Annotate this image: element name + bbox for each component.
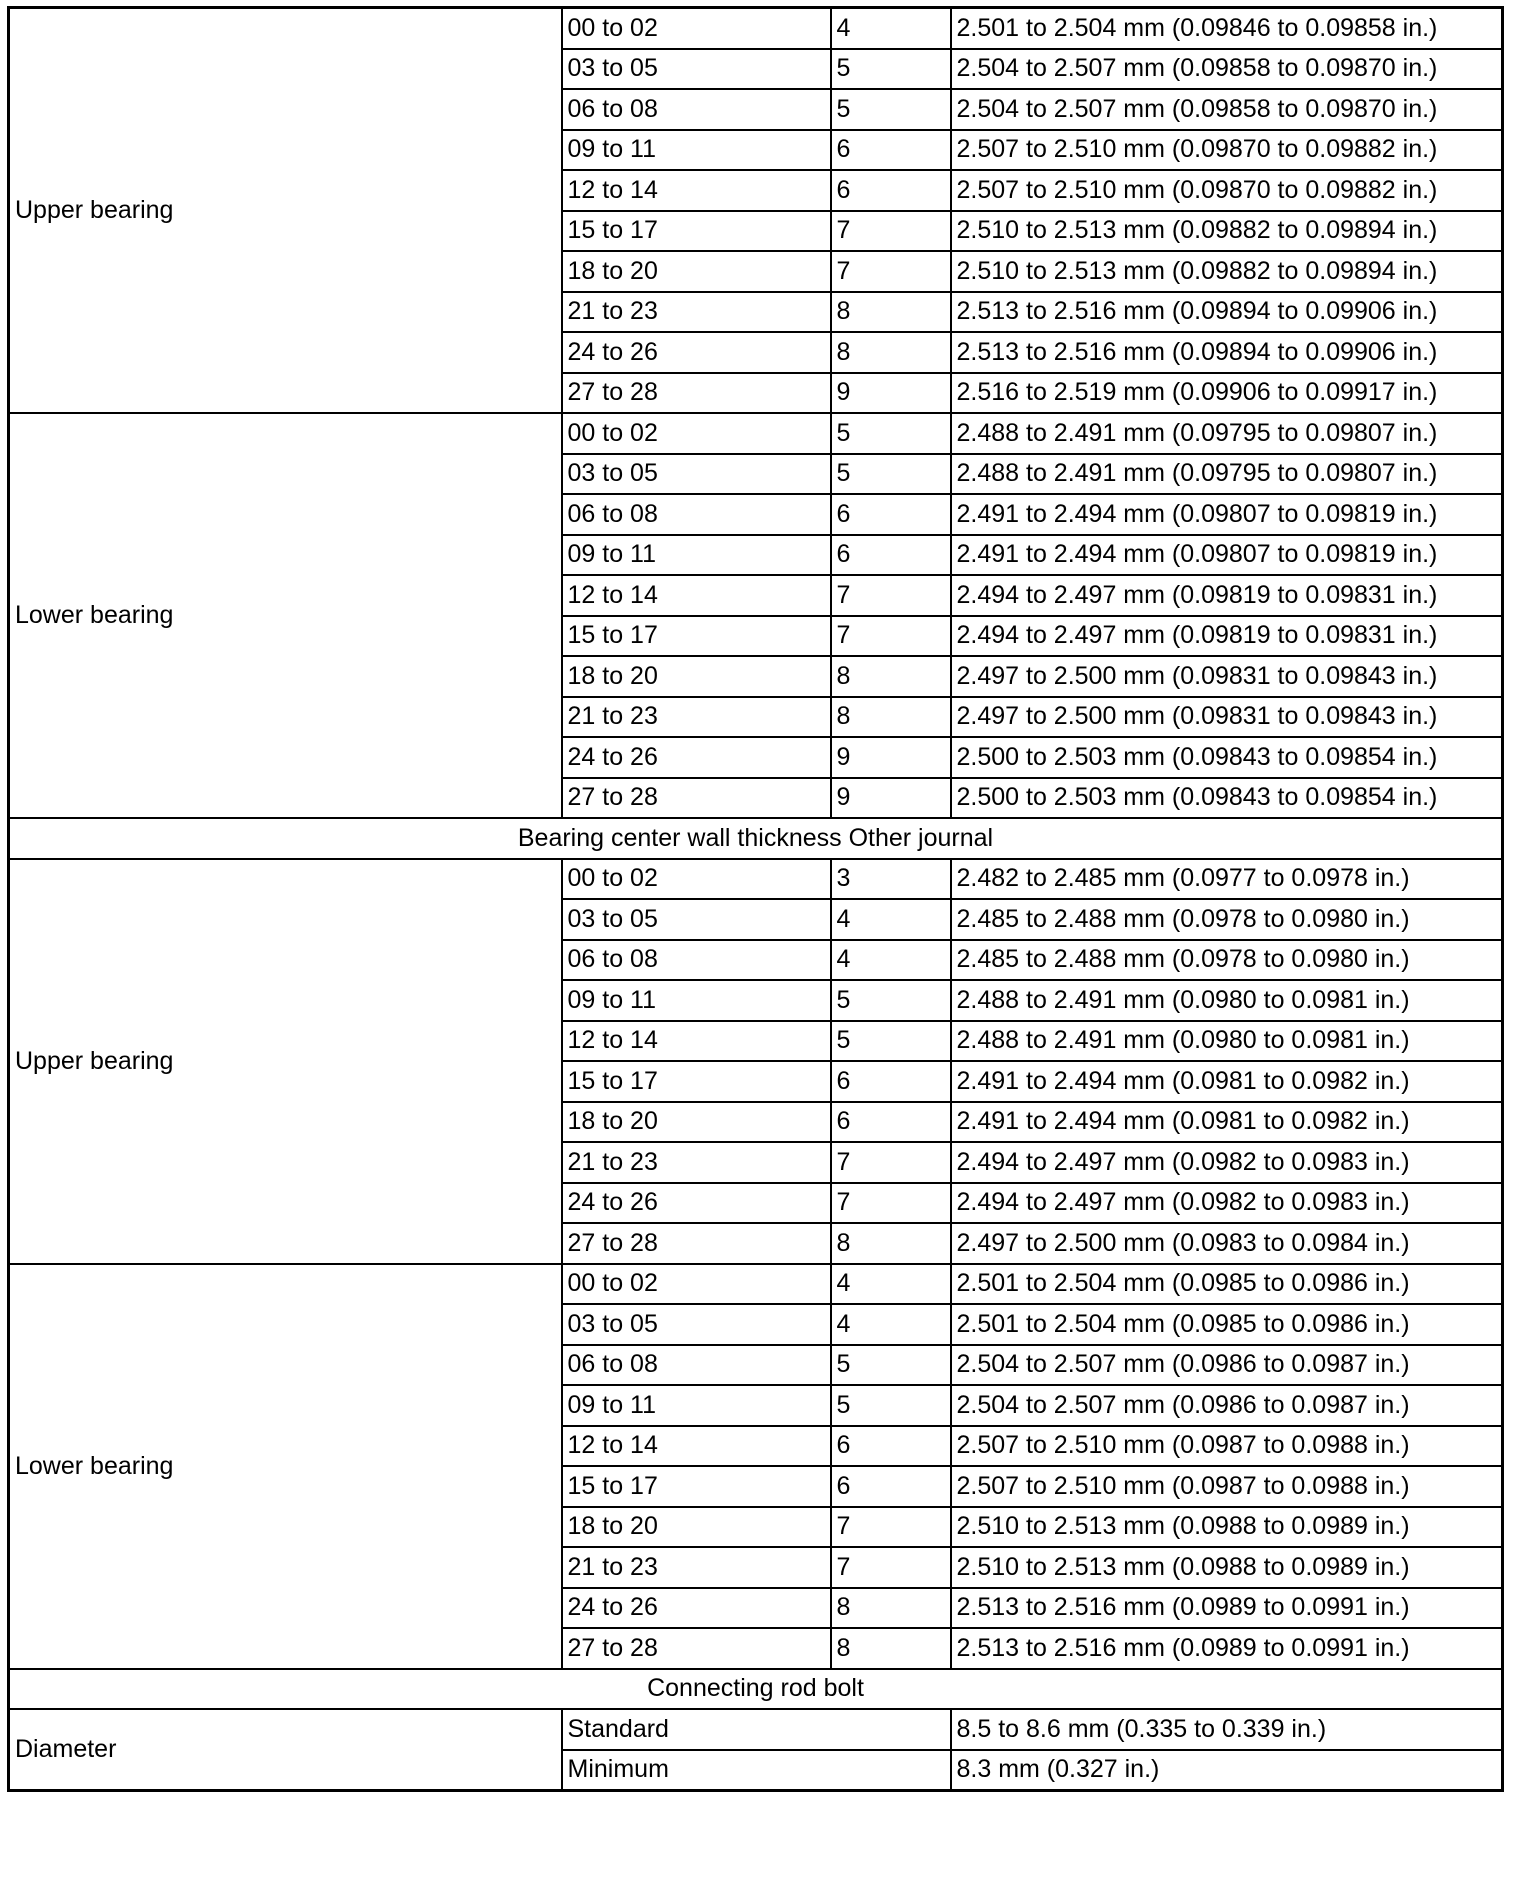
wall-thickness: 2.488 to 2.491 mm (0.0980 to 0.0981 in.) (951, 1021, 1503, 1062)
bearing-grade: 8 (831, 332, 951, 373)
bolt-spec-name: Standard (562, 1709, 951, 1750)
wall-thickness: 2.510 to 2.513 mm (0.0988 to 0.0989 in.) (951, 1507, 1503, 1548)
journal-code-range: 21 to 23 (562, 1547, 831, 1588)
wall-thickness: 2.510 to 2.513 mm (0.09882 to 0.09894 in.) (951, 211, 1503, 252)
journal-code-range: 09 to 11 (562, 130, 831, 171)
wall-thickness: 2.507 to 2.510 mm (0.0987 to 0.0988 in.) (951, 1426, 1503, 1467)
bearing-grade: 7 (831, 575, 951, 616)
bearing-grade: 8 (831, 292, 951, 333)
wall-thickness: 2.501 to 2.504 mm (0.0985 to 0.0986 in.) (951, 1304, 1503, 1345)
journal-code-range: 00 to 02 (562, 8, 831, 49)
bearing-group-label: Upper bearing (9, 859, 562, 1264)
journal-code-range: 15 to 17 (562, 1466, 831, 1507)
wall-thickness: 2.504 to 2.507 mm (0.09858 to 0.09870 in.) (951, 89, 1503, 130)
bolt-spec-name: Minimum (562, 1750, 951, 1791)
journal-code-range: 21 to 23 (562, 697, 831, 738)
bearing-grade: 4 (831, 1264, 951, 1305)
table-row (9, 8, 1503, 49)
wall-thickness: 2.501 to 2.504 mm (0.0985 to 0.0986 in.) (951, 1264, 1503, 1305)
wall-thickness: 2.500 to 2.503 mm (0.09843 to 0.09854 in.) (951, 737, 1503, 778)
table-row (9, 859, 1503, 900)
bearing-grade: 4 (831, 1304, 951, 1345)
bearing-grade: 6 (831, 535, 951, 576)
journal-code-range: 15 to 17 (562, 1061, 831, 1102)
table-row (9, 413, 1503, 454)
bearing-grade: 5 (831, 413, 951, 454)
bolt-spec-value: 8.5 to 8.6 mm (0.335 to 0.339 in.) (951, 1709, 1503, 1750)
bearing-grade: 8 (831, 1628, 951, 1669)
wall-thickness: 2.504 to 2.507 mm (0.09858 to 0.09870 in.) (951, 49, 1503, 90)
wall-thickness: 2.513 to 2.516 mm (0.09894 to 0.09906 in.) (951, 332, 1503, 373)
bearing-grade: 4 (831, 899, 951, 940)
journal-code-range: 27 to 28 (562, 373, 831, 414)
journal-code-range: 09 to 11 (562, 980, 831, 1021)
bearing-group-label: Lower bearing (9, 413, 562, 818)
wall-thickness: 2.482 to 2.485 mm (0.0977 to 0.0978 in.) (951, 859, 1503, 900)
journal-code-range: 18 to 20 (562, 251, 831, 292)
wall-thickness: 2.488 to 2.491 mm (0.09795 to 0.09807 in.) (951, 454, 1503, 495)
bearing-grade: 6 (831, 1426, 951, 1467)
journal-code-range: 27 to 28 (562, 1628, 831, 1669)
wall-thickness: 2.513 to 2.516 mm (0.0989 to 0.0991 in.) (951, 1628, 1503, 1669)
bearing-grade: 9 (831, 778, 951, 819)
journal-code-range: 09 to 11 (562, 1385, 831, 1426)
bearing-grade: 5 (831, 454, 951, 495)
journal-code-range: 24 to 26 (562, 332, 831, 373)
wall-thickness: 2.491 to 2.494 mm (0.0981 to 0.0982 in.) (951, 1102, 1503, 1143)
table-row (9, 1264, 1503, 1305)
journal-code-range: 06 to 08 (562, 89, 831, 130)
section-header: Bearing center wall thickness Other journal (9, 818, 1503, 859)
journal-code-range: 27 to 28 (562, 778, 831, 819)
bearing-grade: 5 (831, 49, 951, 90)
bearing-grade: 7 (831, 1507, 951, 1548)
bearing-grade: 5 (831, 1385, 951, 1426)
journal-code-range: 15 to 17 (562, 616, 831, 657)
wall-thickness: 2.494 to 2.497 mm (0.0982 to 0.0983 in.) (951, 1183, 1503, 1224)
bearing-grade: 3 (831, 859, 951, 900)
bearing-grade: 9 (831, 373, 951, 414)
wall-thickness: 2.488 to 2.491 mm (0.09795 to 0.09807 in.) (951, 413, 1503, 454)
wall-thickness: 2.501 to 2.504 mm (0.09846 to 0.09858 in.) (951, 8, 1503, 49)
table-row (9, 1709, 1503, 1750)
bearing-grade: 8 (831, 1223, 951, 1264)
section-header-row (9, 818, 1503, 859)
journal-code-range: 06 to 08 (562, 494, 831, 535)
wall-thickness: 2.510 to 2.513 mm (0.09882 to 0.09894 in.) (951, 251, 1503, 292)
journal-code-range: 18 to 20 (562, 1102, 831, 1143)
journal-code-range: 15 to 17 (562, 211, 831, 252)
journal-code-range: 24 to 26 (562, 1588, 831, 1629)
wall-thickness: 2.494 to 2.497 mm (0.09819 to 0.09831 in.) (951, 575, 1503, 616)
bearing-group-label: Lower bearing (9, 1264, 562, 1669)
bearing-grade: 6 (831, 1102, 951, 1143)
wall-thickness: 2.516 to 2.519 mm (0.09906 to 0.09917 in.) (951, 373, 1503, 414)
journal-code-range: 00 to 02 (562, 1264, 831, 1305)
journal-code-range: 00 to 02 (562, 413, 831, 454)
bearing-grade: 7 (831, 211, 951, 252)
wall-thickness: 2.507 to 2.510 mm (0.09870 to 0.09882 in.) (951, 170, 1503, 211)
wall-thickness: 2.497 to 2.500 mm (0.09831 to 0.09843 in.) (951, 697, 1503, 738)
bolt-diameter-label: Diameter (9, 1709, 562, 1791)
journal-code-range: 00 to 02 (562, 859, 831, 900)
journal-code-range: 03 to 05 (562, 1304, 831, 1345)
wall-thickness: 2.507 to 2.510 mm (0.0987 to 0.0988 in.) (951, 1466, 1503, 1507)
bearing-grade: 6 (831, 494, 951, 535)
wall-thickness: 2.485 to 2.488 mm (0.0978 to 0.0980 in.) (951, 940, 1503, 981)
wall-thickness: 2.491 to 2.494 mm (0.09807 to 0.09819 in.) (951, 535, 1503, 576)
wall-thickness: 2.504 to 2.507 mm (0.0986 to 0.0987 in.) (951, 1345, 1503, 1386)
bearing-grade: 7 (831, 1547, 951, 1588)
bearing-grade: 7 (831, 1142, 951, 1183)
bearing-grade: 8 (831, 1588, 951, 1629)
wall-thickness: 2.513 to 2.516 mm (0.0989 to 0.0991 in.) (951, 1588, 1503, 1629)
wall-thickness: 2.494 to 2.497 mm (0.09819 to 0.09831 in.) (951, 616, 1503, 657)
journal-code-range: 24 to 26 (562, 1183, 831, 1224)
bearing-grade: 5 (831, 980, 951, 1021)
bearing-group-label: Upper bearing (9, 8, 562, 414)
journal-code-range: 03 to 05 (562, 454, 831, 495)
wall-thickness: 2.510 to 2.513 mm (0.0988 to 0.0989 in.) (951, 1547, 1503, 1588)
bearing-grade: 4 (831, 8, 951, 49)
section-header: Connecting rod bolt (9, 1669, 1503, 1710)
wall-thickness: 2.513 to 2.516 mm (0.09894 to 0.09906 in.) (951, 292, 1503, 333)
bearing-grade: 7 (831, 1183, 951, 1224)
wall-thickness: 2.504 to 2.507 mm (0.0986 to 0.0987 in.) (951, 1385, 1503, 1426)
wall-thickness: 2.497 to 2.500 mm (0.09831 to 0.09843 in.) (951, 656, 1503, 697)
wall-thickness: 2.485 to 2.488 mm (0.0978 to 0.0980 in.) (951, 899, 1503, 940)
bearing-grade: 5 (831, 1021, 951, 1062)
bearing-grade: 7 (831, 251, 951, 292)
wall-thickness: 2.507 to 2.510 mm (0.09870 to 0.09882 in.) (951, 130, 1503, 171)
bolt-spec-value: 8.3 mm (0.327 in.) (951, 1750, 1503, 1791)
bearing-grade: 4 (831, 940, 951, 981)
wall-thickness: 2.488 to 2.491 mm (0.0980 to 0.0981 in.) (951, 980, 1503, 1021)
bearing-grade: 6 (831, 170, 951, 211)
bearing-grade: 6 (831, 130, 951, 171)
bearing-grade: 5 (831, 1345, 951, 1386)
wall-thickness: 2.497 to 2.500 mm (0.0983 to 0.0984 in.) (951, 1223, 1503, 1264)
journal-code-range: 18 to 20 (562, 1507, 831, 1548)
bearing-grade: 6 (831, 1061, 951, 1102)
journal-code-range: 09 to 11 (562, 535, 831, 576)
journal-code-range: 03 to 05 (562, 899, 831, 940)
bearing-grade: 8 (831, 656, 951, 697)
journal-code-range: 27 to 28 (562, 1223, 831, 1264)
bearing-grade: 9 (831, 737, 951, 778)
wall-thickness: 2.491 to 2.494 mm (0.09807 to 0.09819 in.) (951, 494, 1503, 535)
journal-code-range: 21 to 23 (562, 292, 831, 333)
bearing-spec-table (7, 6, 1504, 1792)
journal-code-range: 12 to 14 (562, 575, 831, 616)
bearing-grade: 7 (831, 616, 951, 657)
journal-code-range: 24 to 26 (562, 737, 831, 778)
spec-table-body (9, 8, 1503, 1791)
bearing-grade: 6 (831, 1466, 951, 1507)
bearing-grade: 5 (831, 89, 951, 130)
bearing-grade: 8 (831, 697, 951, 738)
journal-code-range: 06 to 08 (562, 940, 831, 981)
wall-thickness: 2.500 to 2.503 mm (0.09843 to 0.09854 in.) (951, 778, 1503, 819)
journal-code-range: 06 to 08 (562, 1345, 831, 1386)
journal-code-range: 21 to 23 (562, 1142, 831, 1183)
journal-code-range: 12 to 14 (562, 170, 831, 211)
wall-thickness: 2.494 to 2.497 mm (0.0982 to 0.0983 in.) (951, 1142, 1503, 1183)
journal-code-range: 18 to 20 (562, 656, 831, 697)
journal-code-range: 12 to 14 (562, 1426, 831, 1467)
section-header-row (9, 1669, 1503, 1710)
journal-code-range: 03 to 05 (562, 49, 831, 90)
journal-code-range: 12 to 14 (562, 1021, 831, 1062)
wall-thickness: 2.491 to 2.494 mm (0.0981 to 0.0982 in.) (951, 1061, 1503, 1102)
